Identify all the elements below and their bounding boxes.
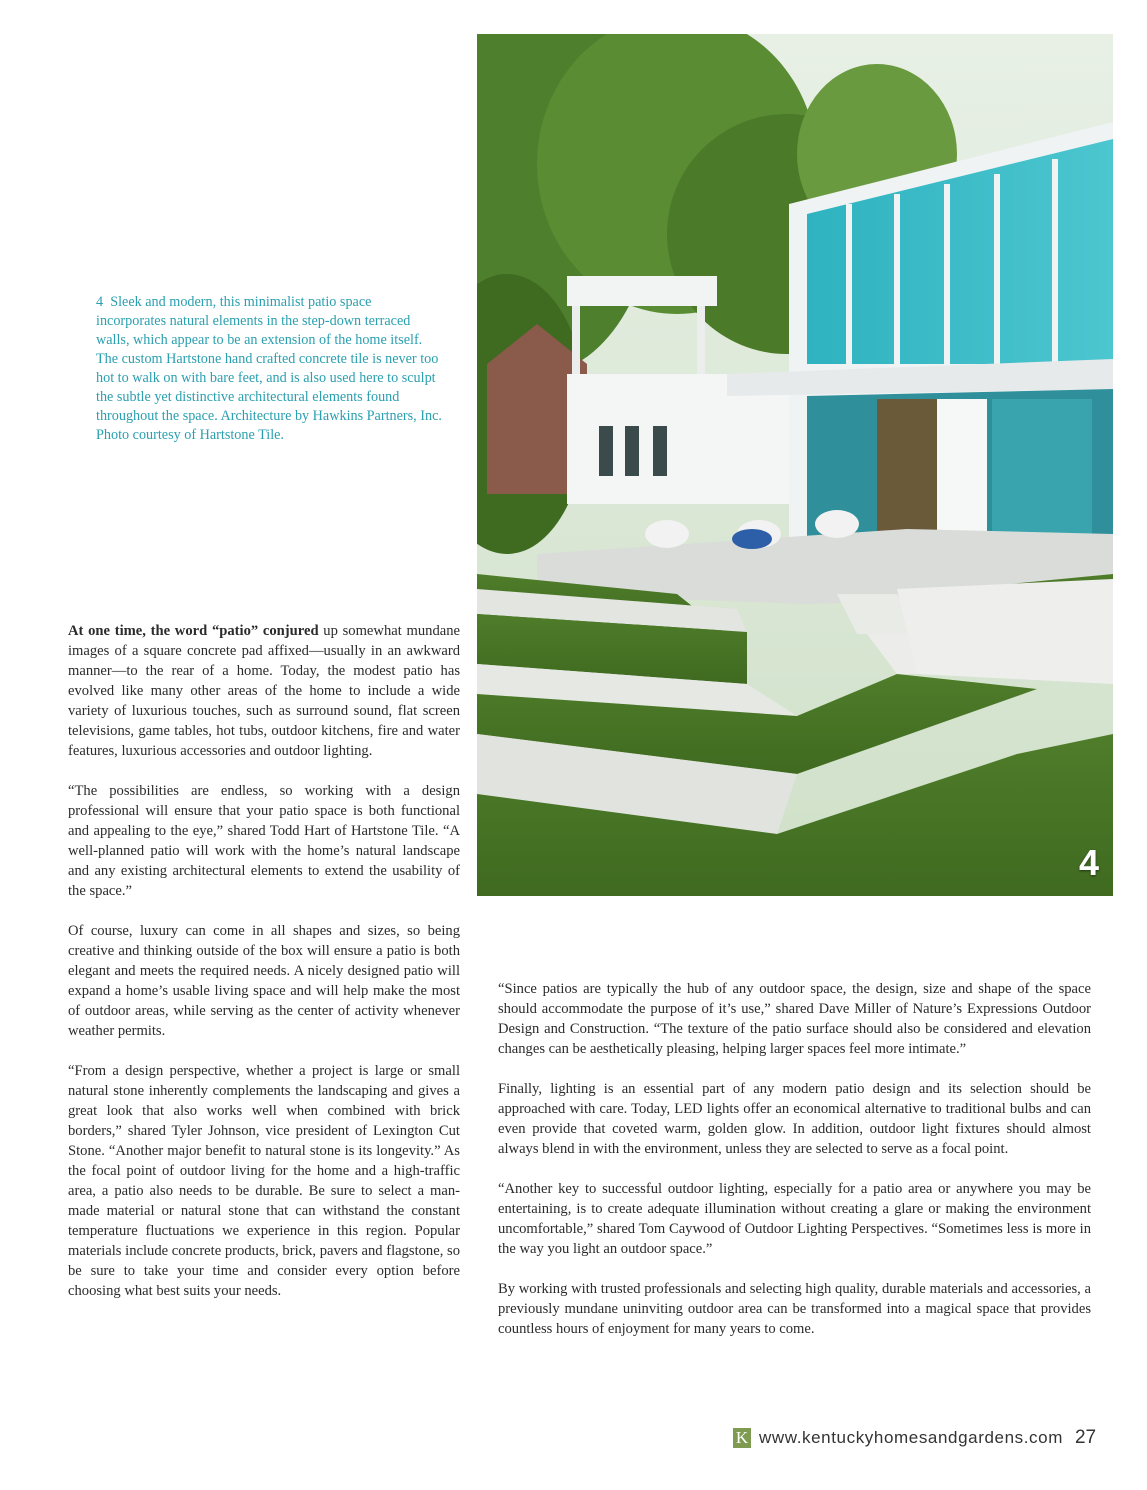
patio-photo xyxy=(477,34,1113,896)
article-paragraph-6: Finally, lighting is an essential part of any modern patio design and its selection should be approached with care. Today, LED lights offer an economical alternative to traditional bulbs and can even provide that coveted warm, golden glow. In addition, outdoor light fixtures should almost always blend in with the environment, unless they are selected to serve as a focal point. xyxy=(498,1081,1091,1157)
article-paragraph-2: “The possibilities are endless, so working with a design professional will ensure that your patio space is both functional and appealing to the eye,” shared Todd Hart of Hartstone Tile. “A well-planned patio will work with the home’s natural landscape and any existing architectural elements to extend the usability of the space.” xyxy=(68,783,460,899)
article-paragraph-3: Of course, luxury can come in all shapes and sizes, so being creative and thinking outside of the box will ensure a patio is both elegant and meets the required needs. A nicely designed patio will expand a home’s usable living space and will help make the most of outdoor areas, while serving as the center of activity whenever weather permits. xyxy=(68,923,460,1039)
caption-number: 4 xyxy=(96,294,104,310)
magazine-logo: K xyxy=(733,1428,751,1448)
article-column-right xyxy=(498,979,1091,1359)
page-number: 27 xyxy=(1074,1427,1097,1448)
article-paragraph-8: By working with trusted professionals and selecting high quality, durable materials and accessories, a previously mundane uninviting outdoor area can be transformed into a magical space that provides countless hours of enjoyment for many years to come. xyxy=(498,1281,1091,1337)
website-link[interactable]: www.kentuckyhomesandgardens.com xyxy=(759,1428,1063,1447)
article-lead-in: At one time, the word “patio” conjured xyxy=(68,623,319,639)
photo-number: 4 xyxy=(1078,842,1099,883)
article-paragraph-1 xyxy=(68,621,460,761)
article-paragraph-5: “Since patios are typically the hub of any outdoor space, the design, size and shape of the space should accommodate the purpose of it’s use,” shared Dave Miller of Nature’s Expressions Outdoor Design and Construction. “The texture of the patio surface should also be considered and elevation changes can be aesthetically pleasing, helping larger spaces feel more intimate.” xyxy=(498,981,1091,1057)
photo-caption xyxy=(96,293,442,445)
article-paragraph-4: “From a design perspective, whether a project is large or small natural stone inherently complements the landscaping and gives a great look that also works well when combined with brick borders,” shared Tyler Johnson, vice president of Lexington Cut Stone. “Another major benefit to natural stone is its longevity.” As the focal point of outdoor living for the home and a high-traffic area, a patio also needs to be durable. Be sure to select a man-made material or natural stone that can withstand the constant temperature fluctuations we experience in this region. Popular materials include concrete products, brick, pavers and flagstone, so be sure to take your time and consider every option before choosing what best suits your needs. xyxy=(68,1063,460,1299)
article-column-left xyxy=(68,621,460,1321)
caption-text: Sleek and modern, this minimalist patio space incorporates natural elements in the step-down terraced walls, which appear to be an extension of the home itself. The custom Hartstone hand crafted concrete tile is never too hot to walk on with bare feet, and is also used here to sculpt the subtle yet distinctive architectural elements found throughout the space. Architecture by Hawkins Partners, Inc. Photo courtesy of Hartstone Tile. xyxy=(96,294,442,443)
page-footer xyxy=(733,1426,1096,1450)
article-paragraph-1-rest: up somewhat mundane images of a square concrete pad affixed—usually in an awkward manner—to the rear of a home. Today, the modest patio has evolved like many other areas of the home to include a wide variety of luxurious touches, such as surround sound, flat screen televisions, game tables, hot tubs, outdoor kitchens, fire and water features, luxurious accessories and outdoor lighting. xyxy=(68,623,460,759)
article-paragraph-7: “Another key to successful outdoor lighting, especially for a patio area or anywhere you may be entertaining, is to create adequate illumination without creating a glare or making the environment uncomfortable,” shared Tom Caywood of Outdoor Lighting Perspectives. “Sometimes less is more in the way you light an outdoor space.” xyxy=(498,1181,1091,1257)
